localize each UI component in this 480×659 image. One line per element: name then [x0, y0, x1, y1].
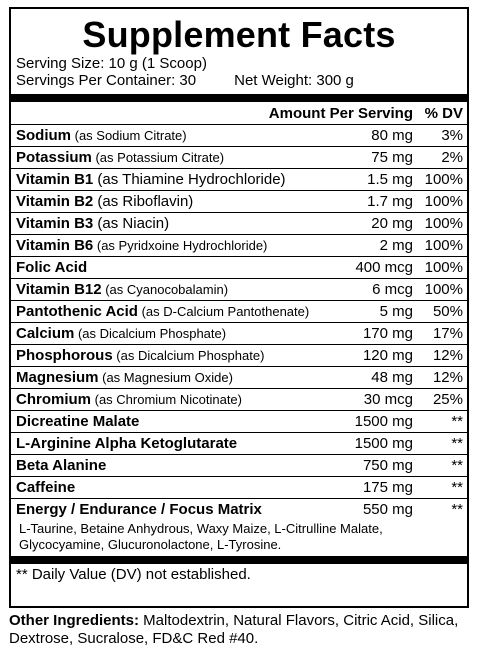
table-row — [11, 124, 467, 146]
nutrient-name-cell — [11, 501, 323, 518]
nutrient-amount: 6 mcg — [372, 281, 413, 298]
dv-header: % DV — [424, 104, 463, 122]
nutrient-dv: 25% — [432, 391, 463, 408]
nutrient-name-cell — [11, 171, 323, 188]
nutrient-amount: 550 mg — [362, 501, 413, 518]
table-row — [11, 256, 467, 278]
nutrient-name-cell — [11, 479, 323, 496]
nutrient-name: Beta Alanine — [16, 457, 107, 474]
table-row — [11, 432, 467, 454]
nutrient-name: Sodium — [16, 127, 71, 144]
nutrient-amount: 175 mg — [362, 479, 413, 496]
thick-divider-bottom — [11, 556, 467, 564]
nutrient-dv: 100% — [424, 171, 463, 188]
nutrient-amount: 1500 mg — [354, 413, 413, 430]
nutrient-dv: 50% — [432, 303, 463, 320]
nutrient-name-cell — [11, 215, 323, 232]
nutrient-dv: 100% — [424, 193, 463, 210]
nutrient-name-cell — [11, 193, 323, 210]
nutrient-name: Phosphorous — [16, 347, 113, 364]
nutrient-name-cell — [11, 391, 323, 408]
table-row — [11, 410, 467, 432]
nutrient-name-cell — [11, 127, 323, 144]
table-row — [11, 146, 467, 168]
nutrient-amount: 80 mg — [371, 127, 413, 144]
nutrient-dv: 3% — [441, 127, 463, 144]
dv-note: ** Daily Value (DV) not established. — [16, 566, 251, 583]
nutrient-name: Vitamin B3 — [16, 215, 94, 232]
nutrient-dv: 2% — [441, 149, 463, 166]
nutrient-amount: 1.7 mg — [367, 193, 413, 210]
nutrient-table — [11, 124, 467, 520]
nutrient-name: L-Arginine Alpha Ketoglutarate — [16, 435, 238, 452]
nutrient-amount: 5 mg — [379, 303, 413, 320]
nutrient-source: (as Sodium Citrate) — [71, 128, 187, 143]
nutrient-name-cell — [11, 347, 323, 364]
nutrient-dv: ** — [451, 457, 463, 474]
nutrient-name: Calcium — [16, 325, 75, 342]
nutrient-dv: 12% — [432, 347, 463, 364]
nutrient-dv: ** — [451, 479, 463, 496]
nutrient-amount: 20 mg — [371, 215, 413, 232]
thick-divider — [11, 94, 467, 102]
nutrient-amount: 1500 mg — [354, 435, 413, 452]
table-row — [11, 388, 467, 410]
nutrient-amount: 2 mg — [379, 237, 413, 254]
panel-title: Supplement Facts — [82, 14, 396, 55]
nutrient-name: Folic Acid — [16, 259, 88, 276]
nutrient-dv: 100% — [424, 281, 463, 298]
nutrient-name: Magnesium — [16, 369, 99, 386]
table-header — [11, 102, 467, 124]
nutrient-amount: 30 mcg — [363, 391, 413, 408]
table-row — [11, 454, 467, 476]
nutrient-name: Chromium — [16, 391, 91, 408]
nutrient-name-cell — [11, 413, 323, 430]
nutrient-amount: 75 mg — [371, 149, 413, 166]
nutrient-source: (as Magnesium Oxide) — [98, 370, 233, 385]
nutrient-dv: ** — [451, 435, 463, 452]
nutrient-name: Energy / Endurance / Focus Matrix — [16, 501, 262, 518]
nutrient-name-cell — [11, 281, 323, 298]
matrix-ingredients: L-Taurine, Betaine Anhydrous, Waxy Maize, L-Citrulline Malate, Glycocyamine, Glucuronolactone, L-Tyrosine. — [19, 521, 383, 552]
nutrient-name: Vitamin B2 — [16, 193, 94, 210]
nutrient-name-cell — [11, 149, 323, 166]
other-ingredients-text: Maltodextrin, Natural Flavors, Citric Acid, Silica, Dextrose, Sucralose, FD&C Red #40. — [9, 612, 459, 647]
amount-per-serving-header: Amount Per Serving — [268, 104, 413, 122]
nutrient-dv: 12% — [432, 369, 463, 386]
other-ingredients — [9, 612, 471, 648]
nutrient-name: Vitamin B12 — [16, 281, 102, 298]
nutrient-source: (as Niacin) — [93, 215, 170, 232]
nutrient-amount: 120 mg — [362, 347, 413, 364]
nutrient-dv: 100% — [424, 259, 463, 276]
table-row — [11, 212, 467, 234]
nutrient-source: (as Pyridxoine Hydrochloride) — [93, 238, 268, 253]
nutrient-name-cell — [11, 369, 323, 386]
nutrient-source: (as Dicalcium Phosphate) — [74, 326, 227, 341]
nutrient-name-cell — [11, 435, 323, 452]
nutrient-source: (as Cyanocobalamin) — [101, 282, 229, 297]
table-row — [11, 344, 467, 366]
nutrient-name: Vitamin B6 — [16, 237, 94, 254]
table-row — [11, 190, 467, 212]
table-row — [11, 278, 467, 300]
nutrient-amount: 750 mg — [362, 457, 413, 474]
nutrient-dv: ** — [451, 413, 463, 430]
nutrient-name: Caffeine — [16, 479, 76, 496]
nutrient-name: Pantothenic Acid — [16, 303, 138, 320]
table-row — [11, 366, 467, 388]
nutrient-name: Dicreatine Malate — [16, 413, 140, 430]
nutrient-amount: 170 mg — [362, 325, 413, 342]
other-ingredients-label: Other Ingredients: — [9, 612, 140, 629]
nutrient-amount: 1.5 mg — [367, 171, 413, 188]
nutrient-source: (as D-Calcium Pantothenate) — [137, 304, 310, 319]
nutrient-name-cell — [11, 259, 323, 276]
net-weight: Net Weight: 300 g — [234, 72, 354, 89]
table-row — [11, 234, 467, 256]
nutrient-source: (as Chromium Nicotinate) — [91, 392, 242, 407]
table-row — [11, 300, 467, 322]
servings-line — [11, 72, 467, 89]
serving-size: Serving Size: 10 g (1 Scoop) — [16, 55, 207, 72]
nutrient-source: (as Potassium Citrate) — [91, 150, 225, 165]
nutrient-name-cell — [11, 303, 323, 320]
nutrient-name: Potassium — [16, 149, 92, 166]
nutrient-name-cell — [11, 457, 323, 474]
nutrient-dv: 100% — [424, 237, 463, 254]
supplement-facts-panel — [9, 7, 469, 608]
nutrient-name-cell — [11, 237, 323, 254]
nutrient-source: (as Thiamine Hydrochloride) — [93, 171, 286, 188]
nutrient-name-cell — [11, 325, 323, 342]
table-row — [11, 168, 467, 190]
nutrient-source: (as Riboflavin) — [93, 193, 194, 210]
nutrient-dv: ** — [451, 501, 463, 518]
table-row — [11, 476, 467, 498]
nutrient-amount: 400 mcg — [355, 259, 413, 276]
nutrient-dv: 100% — [424, 215, 463, 232]
nutrient-amount: 48 mg — [371, 369, 413, 386]
servings-per-container: Servings Per Container: 30 — [16, 72, 197, 89]
table-row — [11, 498, 467, 520]
nutrient-source: (as Dicalcium Phosphate) — [112, 348, 265, 363]
nutrient-name: Vitamin B1 — [16, 171, 94, 188]
table-row — [11, 322, 467, 344]
nutrient-dv: 17% — [432, 325, 463, 342]
